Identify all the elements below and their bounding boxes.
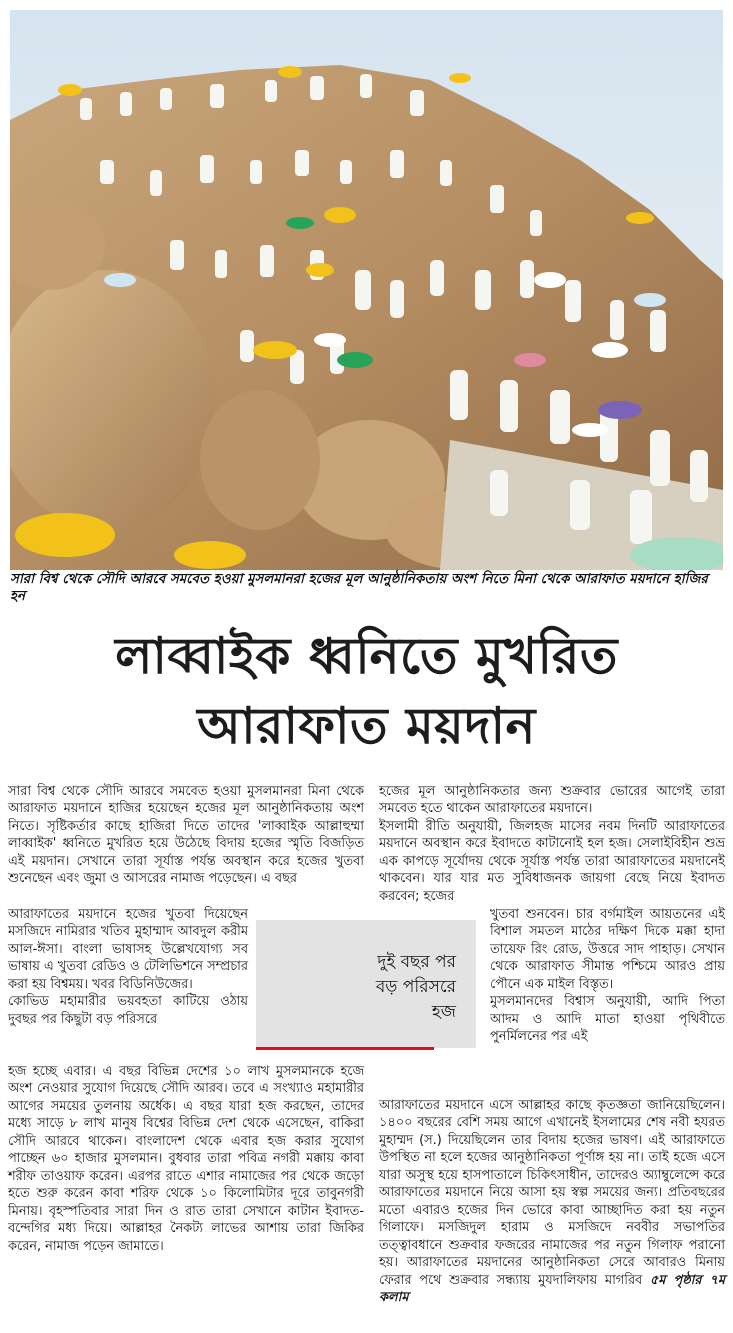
pullquote-text xyxy=(266,950,456,1025)
accent-rule xyxy=(256,1047,434,1050)
news-photo xyxy=(10,10,723,570)
pullquote-line-2: বড় পরিসরে xyxy=(375,977,456,997)
article-paragraph: হজ হচ্ছে এবার। এ বছর বিভিন্ন দেশের ১০ লাখ মুসলমানকে হজে অংশ নেওয়ার সুযোগ দিয়েছে সৌদি আরব। তবে এ সংখ্যাও মহামারীর আগের সময়ের তুলনায় অর্ধেক। এ বছর যারা হজ করছেন, তাদের মধ্যে সাড়ে ৮ লাখ মানুষ বিশ্বের বিভিন্ন দেশ থেকে এসেছেন, বাকিরা সৌদি আরবে থাকেন। বাংলাদেশ থেকে এবার হজ করার সুযোগ পাচ্ছেন ৬০ হাজার মুসলমান। বুধবার তারা পবিত্র নগরী মক্কায় কাবা শরীফ তাওয়াফ করেন। এরপর রাতে এশার নামাজের পর থেকে জড়ো হতে শুরু করেন কাবা শরিফ থেকে ১০ কিলোমিটার দূরে তাবুনগরী মিনায়। বৃহস্পতিবার সারা দিন ও রাত তারা সেখানে কাটান ইবাদত-বন্দেগির মধ্য দিয়ে। আল্লাহর নৈকট্য লাভের আশায় তারা জিকির করেন, নামাজ পড়েন জামাতে। xyxy=(8,1064,364,1254)
article-col2-narrow xyxy=(490,906,725,1046)
continuation-ref: ৫ম পৃষ্ঠার ৭ম কলাম xyxy=(379,1272,725,1305)
pullquote-line-1: দুই বছর পর xyxy=(377,952,456,972)
article-text: আরাফাতের ময়দানে এসে আল্লাহর কাছে কৃতজ্ঞতা জানিয়েছিলেন। ১৪০০ বছরের বেশি সময় আগে এখানেই ইসলামের শেষ নবী হযরত মুহাম্মদ (স.) দিয়েছিলেন তার বিদায় হজের ভাষণ। এই আরাফাতে উপস্থিত না হলে হজের আনুষ্ঠানিকতা পূর্ণাঙ্গ হয় না। তাই হজে এসে যারা অসুস্থ হয়ে হাসপাতালে চিকিৎসাধীন, তাদেরও অ্যাম্বুলেন্সে করে আরাফাতের ময়দানে নিয়ে আসা হয় স্বল্প সময়ের জন্য। প্রতিবছরের মতো এবারও হজের দিন ভোরে কাবা আচ্ছাদিত করা হয় নতুন গিলাফে। মসজিদুল হারাম ও মসজিদে নববীর সভাপতির তত্ত্বাবধানে শুক্রবার ফজরের নামাজের পর নতুন গিলাফ পরানো হয়। আরাফাতের ময়দানের আনুষ্ঠানিকতা সেরে আবারও মিনায় ফেরার পথে শুক্রবার সন্ধ্যায় মুযদালিফায় মাগরিব xyxy=(379,1098,725,1288)
arafat-hill-image xyxy=(10,10,723,570)
article-col2-top xyxy=(379,783,725,905)
pullquote-line-3: হজ xyxy=(431,1002,456,1022)
article-col1-top xyxy=(8,783,364,888)
photo-caption: সারা বিশ্ব থেকে সৌদি আরবে সমবেত হওয়া মুসলমানরা হজের মূল আনুষ্ঠানিকতায় অংশ নিতে মিনা থেকে আরাফাত ময়দানে হাজির হন xyxy=(10,572,708,604)
article-paragraph: সারা বিশ্ব থেকে সৌদি আরবে সমবেত হওয়া মুসলমানরা মিনা থেকে আরাফাত ময়দানে হাজির হয়েছেন হজের মূল আনুষ্ঠানিকতায় অংশ নিতে। সৃষ্টিকর্তার কাছে হাজিরা দিতে তাদের 'লাব্বাইক আল্লাহুম্মা লাব্বাইক' ধ্বনিতে মুখরিত হয়ে উঠেছে বিদায় হজের স্মৃতি বিজড়িত এই ময়দান। সেখানে তারা সূর্যাস্ত পর্যন্ত অবস্থান করে হজের খুতবা শুনেছেন এবং জুমা ও আসরের নামাজ পড়েছেন। এ বছর xyxy=(8,784,364,887)
article-col1-wide xyxy=(8,1063,364,1255)
article-paragraph: হজের মূল আনুষ্ঠানিকতার জন্য শুক্রবার ভোরের আগেই তারা সমবেত হতে থাকেন আরাফাতের ময়দানে। ইসলামী রীতি অনুযায়ী, জিলহজ মাসের নবম দিনটি আরাফাতের ময়দানে অবস্থান করে ইবাদতে কাটানোই হল হজ। সেলাইবিহীন শুভ্র এক কাপড়ে সূর্যোদয় থেকে সূর্যাস্ত পর্যন্ত তারা আরাফাতের ময়দানেই থাকবেন। যার যার মত সুবিধাজনক জায়গা বেছে নিয়ে ইবাদত করবেন; হজের xyxy=(379,784,725,904)
article-paragraph xyxy=(379,1097,725,1306)
article-paragraph: আরাফাতের ময়দানে হজের খুতবা দিয়েছেন মসজিদে নামিরার খতিব মুহাম্মাদ আবদুল করীম আল-ঈসা। বাংলা ভাষাসহ উল্লেখযোগ্য সব ভাষায় এ খুতবা রেডিও ও টেলিভিশনে সম্প্রচার করা হয় বিশ্বময়। খবর বিডিনিউজের। কোভিড মহামারীর ভয়বহতা কাটিয়ে ওঠায় দুবছর পর কিছুটা বড় পরিসরে xyxy=(8,907,248,1027)
pullquote-box xyxy=(256,920,476,1048)
article-col2-wide xyxy=(379,1097,725,1306)
article-paragraph: খুতবা শুনবেন। চার বর্গমাইল আয়তনের এই বিশাল সমতল মাঠের দক্ষিণ দিকে মক্কা হাদা তায়েফ রিং রোড, উত্তরে সাদ পাহাড়। সেখান থেকে আরাফাত সীমান্ত পশ্চিমে আরও প্রায় পৌনে এক মাইল বিস্তৃত। মুসলমানদের বিশ্বাস অনুযায়ী, আদি পিতা আদম ও আদি মাতা হাওয়া পৃথিবীতে পুনর্মিলনের পর এই xyxy=(490,907,725,1045)
headline-line-2: আরাফাত ময়দান xyxy=(197,697,536,755)
article-col1-narrow xyxy=(8,906,248,1028)
headline-line-1: লাব্বাইক ধ্বনিতে মুখরিত xyxy=(115,627,618,685)
